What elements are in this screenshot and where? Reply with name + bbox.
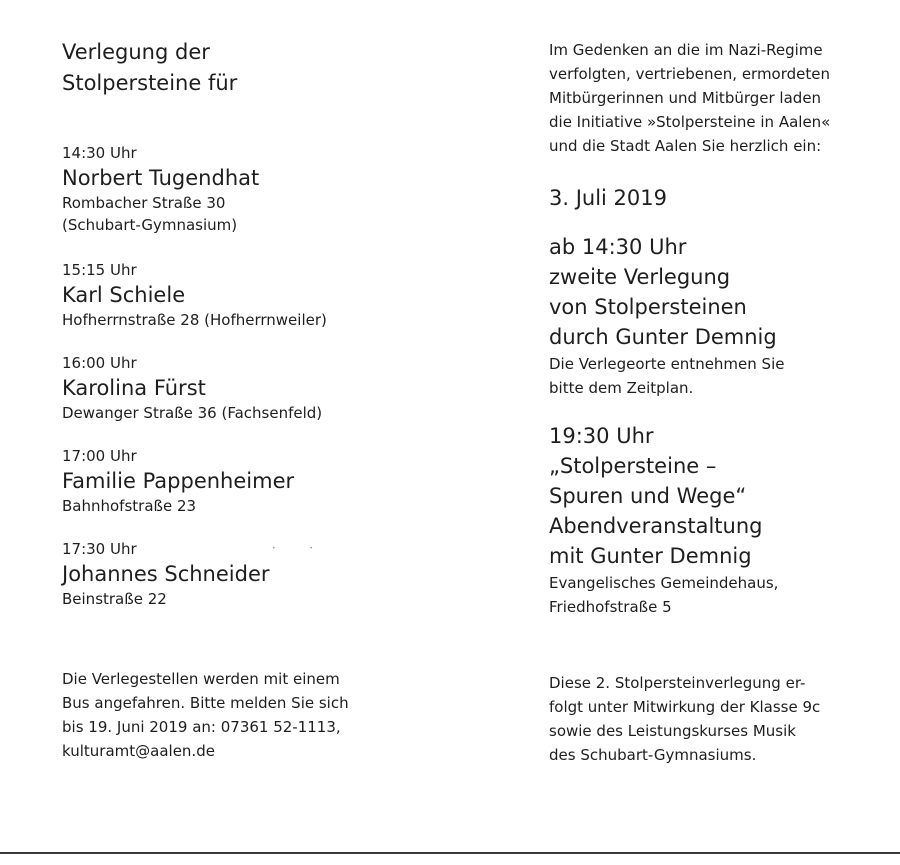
entry-address: Rombacher Straße 30 xyxy=(62,194,226,212)
event-detail-line: bitte dem Zeitplan. xyxy=(549,379,694,397)
note-line: Die Verlegestellen werden mit einem xyxy=(62,670,340,688)
event-heading-line: zweite Verlegung xyxy=(549,265,731,289)
schedule-entry xyxy=(62,538,270,610)
event-heading-line: Abendveranstaltung xyxy=(549,514,763,538)
event-laying xyxy=(549,232,784,400)
event-heading-line: mit Gunter Demnig xyxy=(549,544,752,568)
intro-line: verfolgten, vertriebenen, ermordeten xyxy=(549,65,831,83)
event-heading-line: von Stolpersteinen xyxy=(549,295,747,319)
intro-line: Mitbürgerinnen und Mitbürger laden xyxy=(549,89,822,107)
entry-address: Dewanger Straße 36 (Fachsenfeld) xyxy=(62,404,323,422)
schedule-entry xyxy=(62,352,322,424)
schedule-entry xyxy=(62,259,327,331)
entry-time: 16:00 Uhr xyxy=(62,354,137,372)
entry-time: 15:15 Uhr xyxy=(62,261,137,279)
entry-time: 17:30 Uhr xyxy=(62,540,137,558)
note-line: Diese 2. Stolpersteinverlegung er- xyxy=(549,674,806,692)
event-heading-line: ab 14:30 Uhr xyxy=(549,235,687,259)
registration-note xyxy=(62,667,349,763)
entry-address: Bahnhofstraße 23 xyxy=(62,497,197,515)
note-line: folgt unter Mitwirkung der Klasse 9c xyxy=(549,698,821,716)
entry-name: Norbert Tugendhat xyxy=(62,166,260,190)
schedule-title xyxy=(62,37,237,99)
scan-specks: • • xyxy=(272,545,329,552)
note-line: sowie des Leistungskurses Musik xyxy=(549,722,796,740)
intro-line: Im Gedenken an die im Nazi-Regime xyxy=(549,41,823,59)
event-heading-line: 19:30 Uhr xyxy=(549,424,654,448)
entry-time: 17:00 Uhr xyxy=(62,447,137,465)
event-detail-line: Friedhofstraße 5 xyxy=(549,598,672,616)
note-line: des Schubart-Gymnasiums. xyxy=(549,746,757,764)
entry-name: Karolina Fürst xyxy=(62,376,206,400)
entry-name: Johannes Schneider xyxy=(62,562,270,586)
entry-address: Beinstraße 22 xyxy=(62,590,167,608)
intro-line: die Initiative »Stolpersteine in Aalen« xyxy=(549,113,831,131)
entry-address: Hofherrnstraße 28 (Hofherrnweiler) xyxy=(62,311,327,329)
note-line: kulturamt@aalen.de xyxy=(62,742,215,760)
schedule-title-line: Verlegung der xyxy=(62,40,210,64)
entry-name: Karl Schiele xyxy=(62,283,186,307)
event-evening xyxy=(549,421,778,619)
intro-line: und die Stadt Aalen Sie herzlich ein: xyxy=(549,137,822,155)
entry-address: (Schubart-Gymnasium) xyxy=(62,216,238,234)
event-detail-line: Evangelisches Gemeindehaus, xyxy=(549,574,779,592)
note-line: bis 19. Juni 2019 an: 07361 52-1113, xyxy=(62,718,341,736)
entry-time: 14:30 Uhr xyxy=(62,144,137,162)
schedule-title-line: Stolpersteine für xyxy=(62,71,238,95)
event-detail-line: Die Verlegeorte entnehmen Sie xyxy=(549,355,785,373)
event-heading-line: Spuren und Wege“ xyxy=(549,484,747,508)
bottom-divider xyxy=(0,852,900,854)
schedule-entry xyxy=(62,142,259,236)
entry-name: Familie Pappenheimer xyxy=(62,469,295,493)
event-date: 3. Juli 2019 xyxy=(549,186,668,210)
event-heading-line: „Stolpersteine – xyxy=(549,454,717,478)
cooperation-note xyxy=(549,671,820,767)
schedule-entry xyxy=(62,445,294,517)
event-heading-line: durch Gunter Demnig xyxy=(549,325,777,349)
invitation-intro xyxy=(549,38,830,158)
note-line: Bus angefahren. Bitte melden Sie sich xyxy=(62,694,349,712)
